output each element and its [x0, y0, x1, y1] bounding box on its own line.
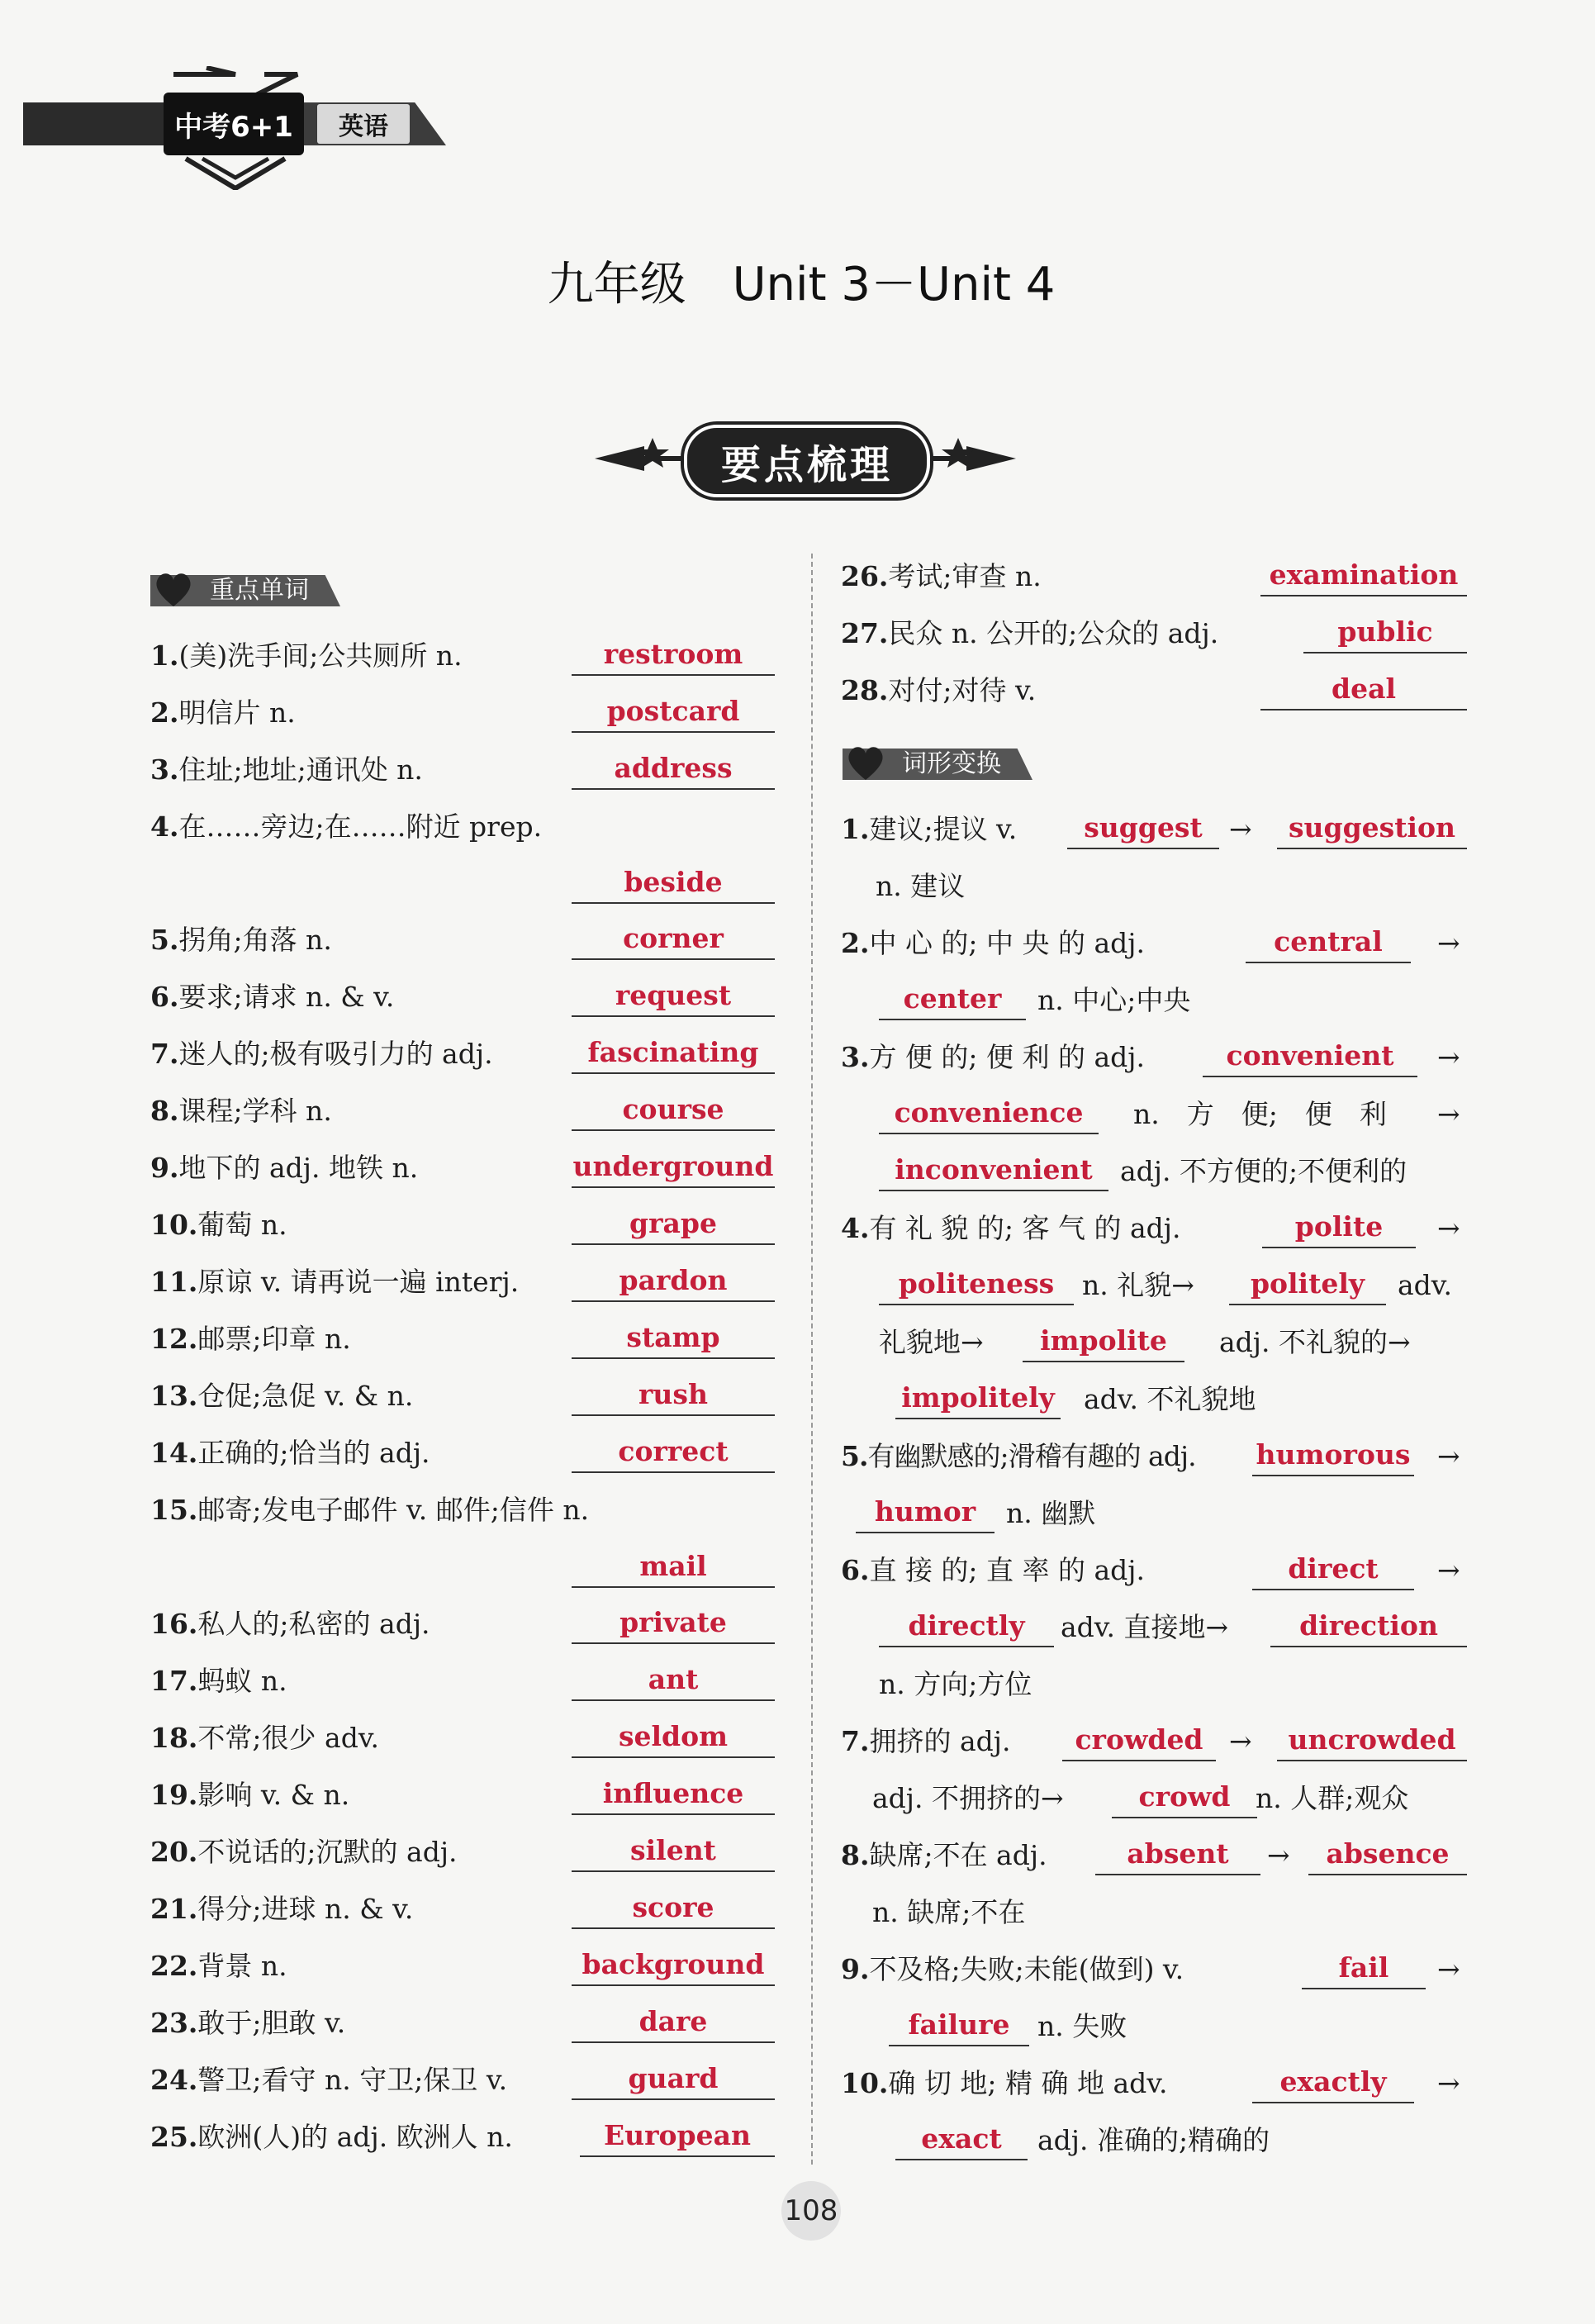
answer-blank: politely	[1229, 1266, 1386, 1305]
book-logo: 中考6+1	[164, 93, 304, 155]
arrow-icon: →	[1229, 813, 1252, 845]
item-number: 10.	[150, 1209, 198, 1241]
section-banner: 要点梳理	[684, 425, 930, 497]
item-text: 民众 n. 公开的;公众的 adj.	[888, 617, 1219, 649]
item-number: 23.	[150, 2007, 198, 2039]
item-text: 敢于;胆敢 v.	[197, 2007, 346, 2039]
item-number: 2.	[150, 696, 179, 729]
item-text: adv. 直接地→	[1061, 1611, 1229, 1643]
item-number: 18.	[150, 1722, 198, 1754]
word-item	[150, 1492, 589, 1528]
item-text: 课程;学科 n.	[178, 1095, 332, 1127]
word-item	[150, 1720, 379, 1756]
item-text: 明信片 n.	[178, 696, 296, 729]
answer-blank: address	[572, 750, 775, 790]
item-number: 12.	[150, 1323, 198, 1355]
section-tag-label: 词形变换	[902, 749, 1001, 778]
item-number: 15.	[150, 1494, 198, 1526]
item-number: 17.	[150, 1665, 198, 1697]
item-number: 5.	[841, 1440, 868, 1472]
answer-blank: suggestion	[1277, 810, 1467, 849]
answer-blank: European	[580, 2117, 775, 2157]
item-text: adj. 不礼貌的→	[1219, 1326, 1411, 1358]
word-item	[150, 1093, 332, 1129]
answer-blank: dare	[572, 2003, 775, 2043]
item-text: 要求;请求 n. & v.	[178, 981, 395, 1013]
item-text: n. 缺席;不在	[872, 1896, 1026, 1928]
item-text: 背景 n.	[197, 1950, 287, 1982]
answer-blank: rush	[572, 1376, 775, 1416]
arrow-icon: →	[1437, 1098, 1460, 1130]
word-item	[150, 1378, 413, 1414]
answer-blank: grape	[572, 1205, 775, 1245]
item-text: 不及格;失败;未能(做到) v.	[869, 1953, 1184, 1985]
word-item	[150, 979, 394, 1015]
item-number: 9.	[841, 1953, 870, 1985]
item-number: 2.	[841, 927, 870, 959]
item-text: 葡萄 n.	[197, 1209, 287, 1241]
arrow-icon: →	[1229, 1725, 1252, 1757]
item-number: 25.	[150, 2121, 198, 2153]
item-text: 地下的 adj. 地铁 n.	[178, 1152, 419, 1184]
answer-blank: politeness	[879, 1266, 1074, 1305]
item-text: n. 幽默	[1006, 1497, 1096, 1529]
answer-blank: crowd	[1112, 1779, 1257, 1818]
answer-blank: influence	[572, 1775, 775, 1815]
answer-blank: private	[572, 1604, 775, 1644]
page-title: 九年级 Unit 3－Unit 4	[547, 258, 1056, 311]
item-number: 11.	[150, 1266, 198, 1298]
answer-blank: correct	[572, 1433, 775, 1473]
form-item	[841, 1837, 1047, 1874]
word-item	[150, 1663, 287, 1699]
answer-blank: uncrowded	[1277, 1722, 1467, 1761]
word-item	[150, 809, 542, 845]
word-item	[150, 2062, 507, 2098]
answer-blank: examination	[1260, 557, 1467, 596]
word-item	[150, 1435, 430, 1471]
item-text: adj. 不拥挤的→	[872, 1782, 1064, 1814]
arrow-icon: →	[1437, 1212, 1460, 1244]
item-text: 拥挤的 adj.	[869, 1725, 1011, 1757]
section-tag-label: 重点单词	[210, 576, 309, 605]
item-text: 方 便 的; 便 利 的 adj.	[869, 1041, 1146, 1073]
answer-blank: fascinating	[572, 1034, 775, 1074]
word-item	[150, 2005, 345, 2041]
item-text: adj. 不方便的;不便利的	[1120, 1155, 1407, 1187]
answer-blank: request	[572, 977, 775, 1017]
subject-label: 英语	[317, 104, 410, 144]
item-text: n. 失败	[1037, 2010, 1127, 2042]
item-text: 警卫;看守 n. 守卫;保卫 v.	[197, 2064, 508, 2096]
arrow-icon: →	[1437, 1554, 1460, 1586]
word-item	[150, 638, 463, 674]
item-text: 住址;地址;通讯处 n.	[178, 753, 423, 786]
answer-blank: polite	[1262, 1209, 1416, 1248]
answer-blank: convenient	[1203, 1038, 1417, 1077]
arrow-icon: →	[1437, 1041, 1460, 1073]
item-text: 建议;提议 v.	[869, 813, 1018, 845]
form-item	[841, 925, 1145, 962]
word-item	[841, 615, 1218, 652]
answer-blank: postcard	[572, 693, 775, 733]
item-text: 私人的;私密的 adj.	[197, 1608, 430, 1640]
item-text: 迷人的;极有吸引力的 adj.	[178, 1038, 493, 1070]
arrow-icon: →	[1437, 1440, 1460, 1472]
answer-blank: guard	[572, 2060, 775, 2100]
item-text: 有幽默感的;滑稽有趣的 adj.	[867, 1440, 1196, 1472]
item-number: 9.	[150, 1152, 179, 1184]
item-text: 邮寄;发电子邮件 v. 邮件;信件 n.	[197, 1494, 590, 1526]
item-text: adj. 准确的;精确的	[1037, 2124, 1270, 2156]
answer-blank: background	[572, 1946, 775, 1986]
form-item	[841, 1210, 1181, 1247]
answer-blank: deal	[1260, 671, 1467, 711]
item-number: 19.	[150, 1779, 198, 1811]
word-item	[150, 1891, 413, 1927]
answer-blank: score	[572, 1889, 775, 1929]
word-item	[150, 1321, 351, 1357]
item-text: 不说话的;沉默的 adj.	[197, 1836, 458, 1868]
item-number: 7.	[841, 1725, 870, 1757]
item-number: 28.	[841, 674, 889, 706]
form-item	[841, 811, 1017, 848]
word-item	[150, 1948, 287, 1984]
item-number: 27.	[841, 617, 889, 649]
answer-blank: absence	[1308, 1836, 1467, 1875]
item-number: 7.	[150, 1038, 179, 1070]
item-number: 8.	[150, 1095, 179, 1127]
form-item	[841, 1438, 1196, 1475]
item-number: 4.	[150, 810, 179, 843]
answer-blank: silent	[572, 1832, 775, 1872]
word-item	[150, 1150, 418, 1186]
arrow-icon: →	[1437, 927, 1460, 959]
answer-blank: impolitely	[895, 1380, 1061, 1419]
item-text: 缺席;不在 adj.	[869, 1839, 1047, 1871]
heart-icon	[846, 744, 885, 782]
item-number: 26.	[841, 560, 889, 592]
item-text: 有 礼 貌 的; 客 气 的 adj.	[869, 1212, 1181, 1244]
word-item	[150, 1036, 493, 1072]
item-number: 1.	[150, 639, 179, 672]
answer-blank: directly	[879, 1608, 1054, 1647]
word-item	[150, 922, 332, 958]
item-text: adv. 不礼貌地	[1084, 1383, 1256, 1415]
answer-blank: beside	[572, 864, 775, 904]
item-text: (美)洗手间;公共厕所 n.	[178, 639, 463, 672]
answer-blank: crowded	[1062, 1722, 1216, 1761]
word-item	[150, 1264, 519, 1300]
item-text: 邮票;印章 n.	[197, 1323, 351, 1355]
item-text: adv.	[1398, 1269, 1453, 1301]
word-item	[841, 558, 1042, 595]
answer-blank: pardon	[572, 1262, 775, 1302]
word-item	[150, 1606, 430, 1642]
item-number: 10.	[841, 2067, 889, 2099]
form-item	[841, 2065, 1168, 2102]
answer-blank: restroom	[572, 636, 775, 676]
item-number: 13.	[150, 1380, 198, 1412]
answer-blank: corner	[572, 920, 775, 960]
section-tag-word-forms	[843, 742, 1049, 782]
item-text: 仓促;急促 v. & n.	[197, 1380, 414, 1412]
answer-blank: ant	[572, 1661, 775, 1701]
answer-blank: direction	[1270, 1608, 1467, 1647]
item-text: 得分;进球 n. & v.	[197, 1893, 414, 1925]
answer-blank: humor	[856, 1494, 995, 1533]
item-text: 中 心 的; 中 央 的 adj.	[869, 927, 1146, 959]
item-text: n. 方 便; 便 利	[1133, 1098, 1387, 1130]
answer-blank: suggest	[1067, 810, 1219, 849]
arrow-icon: →	[1437, 2067, 1460, 2099]
answer-blank: fail	[1302, 1950, 1426, 1989]
item-number: 4.	[841, 1212, 870, 1244]
form-item	[841, 1552, 1145, 1589]
answer-blank: course	[572, 1091, 775, 1131]
item-number: 20.	[150, 1836, 198, 1868]
item-text: n. 礼貌→	[1082, 1269, 1194, 1301]
item-text: 原谅 v. 请再说一遍 interj.	[197, 1266, 520, 1298]
item-text: 不常;很少 adv.	[197, 1722, 380, 1754]
item-text: 对付;对待 v.	[888, 674, 1037, 706]
column-divider	[811, 554, 813, 2165]
arrow-icon: →	[1437, 1953, 1460, 1985]
item-number: 3.	[150, 753, 179, 786]
heart-icon	[154, 570, 193, 608]
item-number: 3.	[841, 1041, 870, 1073]
item-text: 拐角;角落 n.	[178, 924, 332, 956]
answer-blank: absent	[1095, 1836, 1260, 1875]
item-number: 5.	[150, 924, 179, 956]
item-text: 影响 v. & n.	[197, 1779, 350, 1811]
answer-blank: direct	[1252, 1551, 1414, 1590]
answer-blank: failure	[889, 2007, 1029, 2046]
item-number: 8.	[841, 1839, 870, 1871]
answer-blank: mail	[572, 1548, 775, 1588]
item-text: n. 人群;观众	[1256, 1782, 1409, 1814]
item-number: 6.	[841, 1554, 870, 1586]
item-number: 24.	[150, 2064, 198, 2096]
form-item	[841, 1723, 1010, 1760]
answer-blank: inconvenient	[879, 1152, 1108, 1191]
answer-blank: center	[879, 981, 1026, 1020]
item-text: 欧洲(人)的 adj. 欧洲人 n.	[197, 2121, 513, 2153]
word-item	[150, 2119, 513, 2155]
item-number: 1.	[841, 813, 870, 845]
answer-blank: central	[1246, 924, 1411, 963]
item-text: 蚂蚁 n.	[197, 1665, 287, 1697]
section-tag-key-words	[150, 568, 357, 608]
answer-blank: exact	[895, 2121, 1028, 2160]
page-number: 108	[781, 2181, 841, 2241]
item-text: 在……旁边;在……附近 prep.	[178, 810, 543, 843]
item-number: 14.	[150, 1437, 198, 1469]
answer-blank: public	[1303, 614, 1467, 653]
word-item	[150, 1834, 458, 1870]
answer-blank: impolite	[1023, 1323, 1184, 1362]
item-text: n. 中心;中央	[1037, 984, 1191, 1016]
item-number: 21.	[150, 1893, 198, 1925]
answer-blank: seldom	[572, 1718, 775, 1758]
item-text: 正确的;恰当的 adj.	[197, 1437, 430, 1469]
item-text: 考试;审查 n.	[888, 560, 1042, 592]
item-number: 6.	[150, 981, 179, 1013]
item-text: n. 建议	[876, 870, 966, 902]
answer-blank: convenience	[879, 1095, 1099, 1134]
answer-blank: exactly	[1252, 2064, 1414, 2103]
answer-blank: humorous	[1252, 1437, 1414, 1476]
arrow-icon: →	[1267, 1839, 1290, 1871]
answer-blank: stamp	[572, 1319, 775, 1359]
word-item	[150, 1207, 287, 1243]
item-number: 16.	[150, 1608, 198, 1640]
form-item	[841, 1039, 1145, 1076]
word-item	[150, 695, 296, 731]
form-item	[841, 1951, 1184, 1988]
answer-blank: underground	[572, 1148, 775, 1188]
item-number: 22.	[150, 1950, 198, 1982]
word-item	[150, 1777, 349, 1813]
item-text: 确 切 地; 精 确 地 adv.	[888, 2067, 1168, 2099]
item-text: n. 方向;方位	[879, 1668, 1032, 1700]
word-item	[150, 752, 423, 788]
item-text: 礼貌地→	[879, 1326, 984, 1358]
word-item	[841, 672, 1036, 709]
item-text: 直 接 的; 直 率 的 adj.	[869, 1554, 1146, 1586]
